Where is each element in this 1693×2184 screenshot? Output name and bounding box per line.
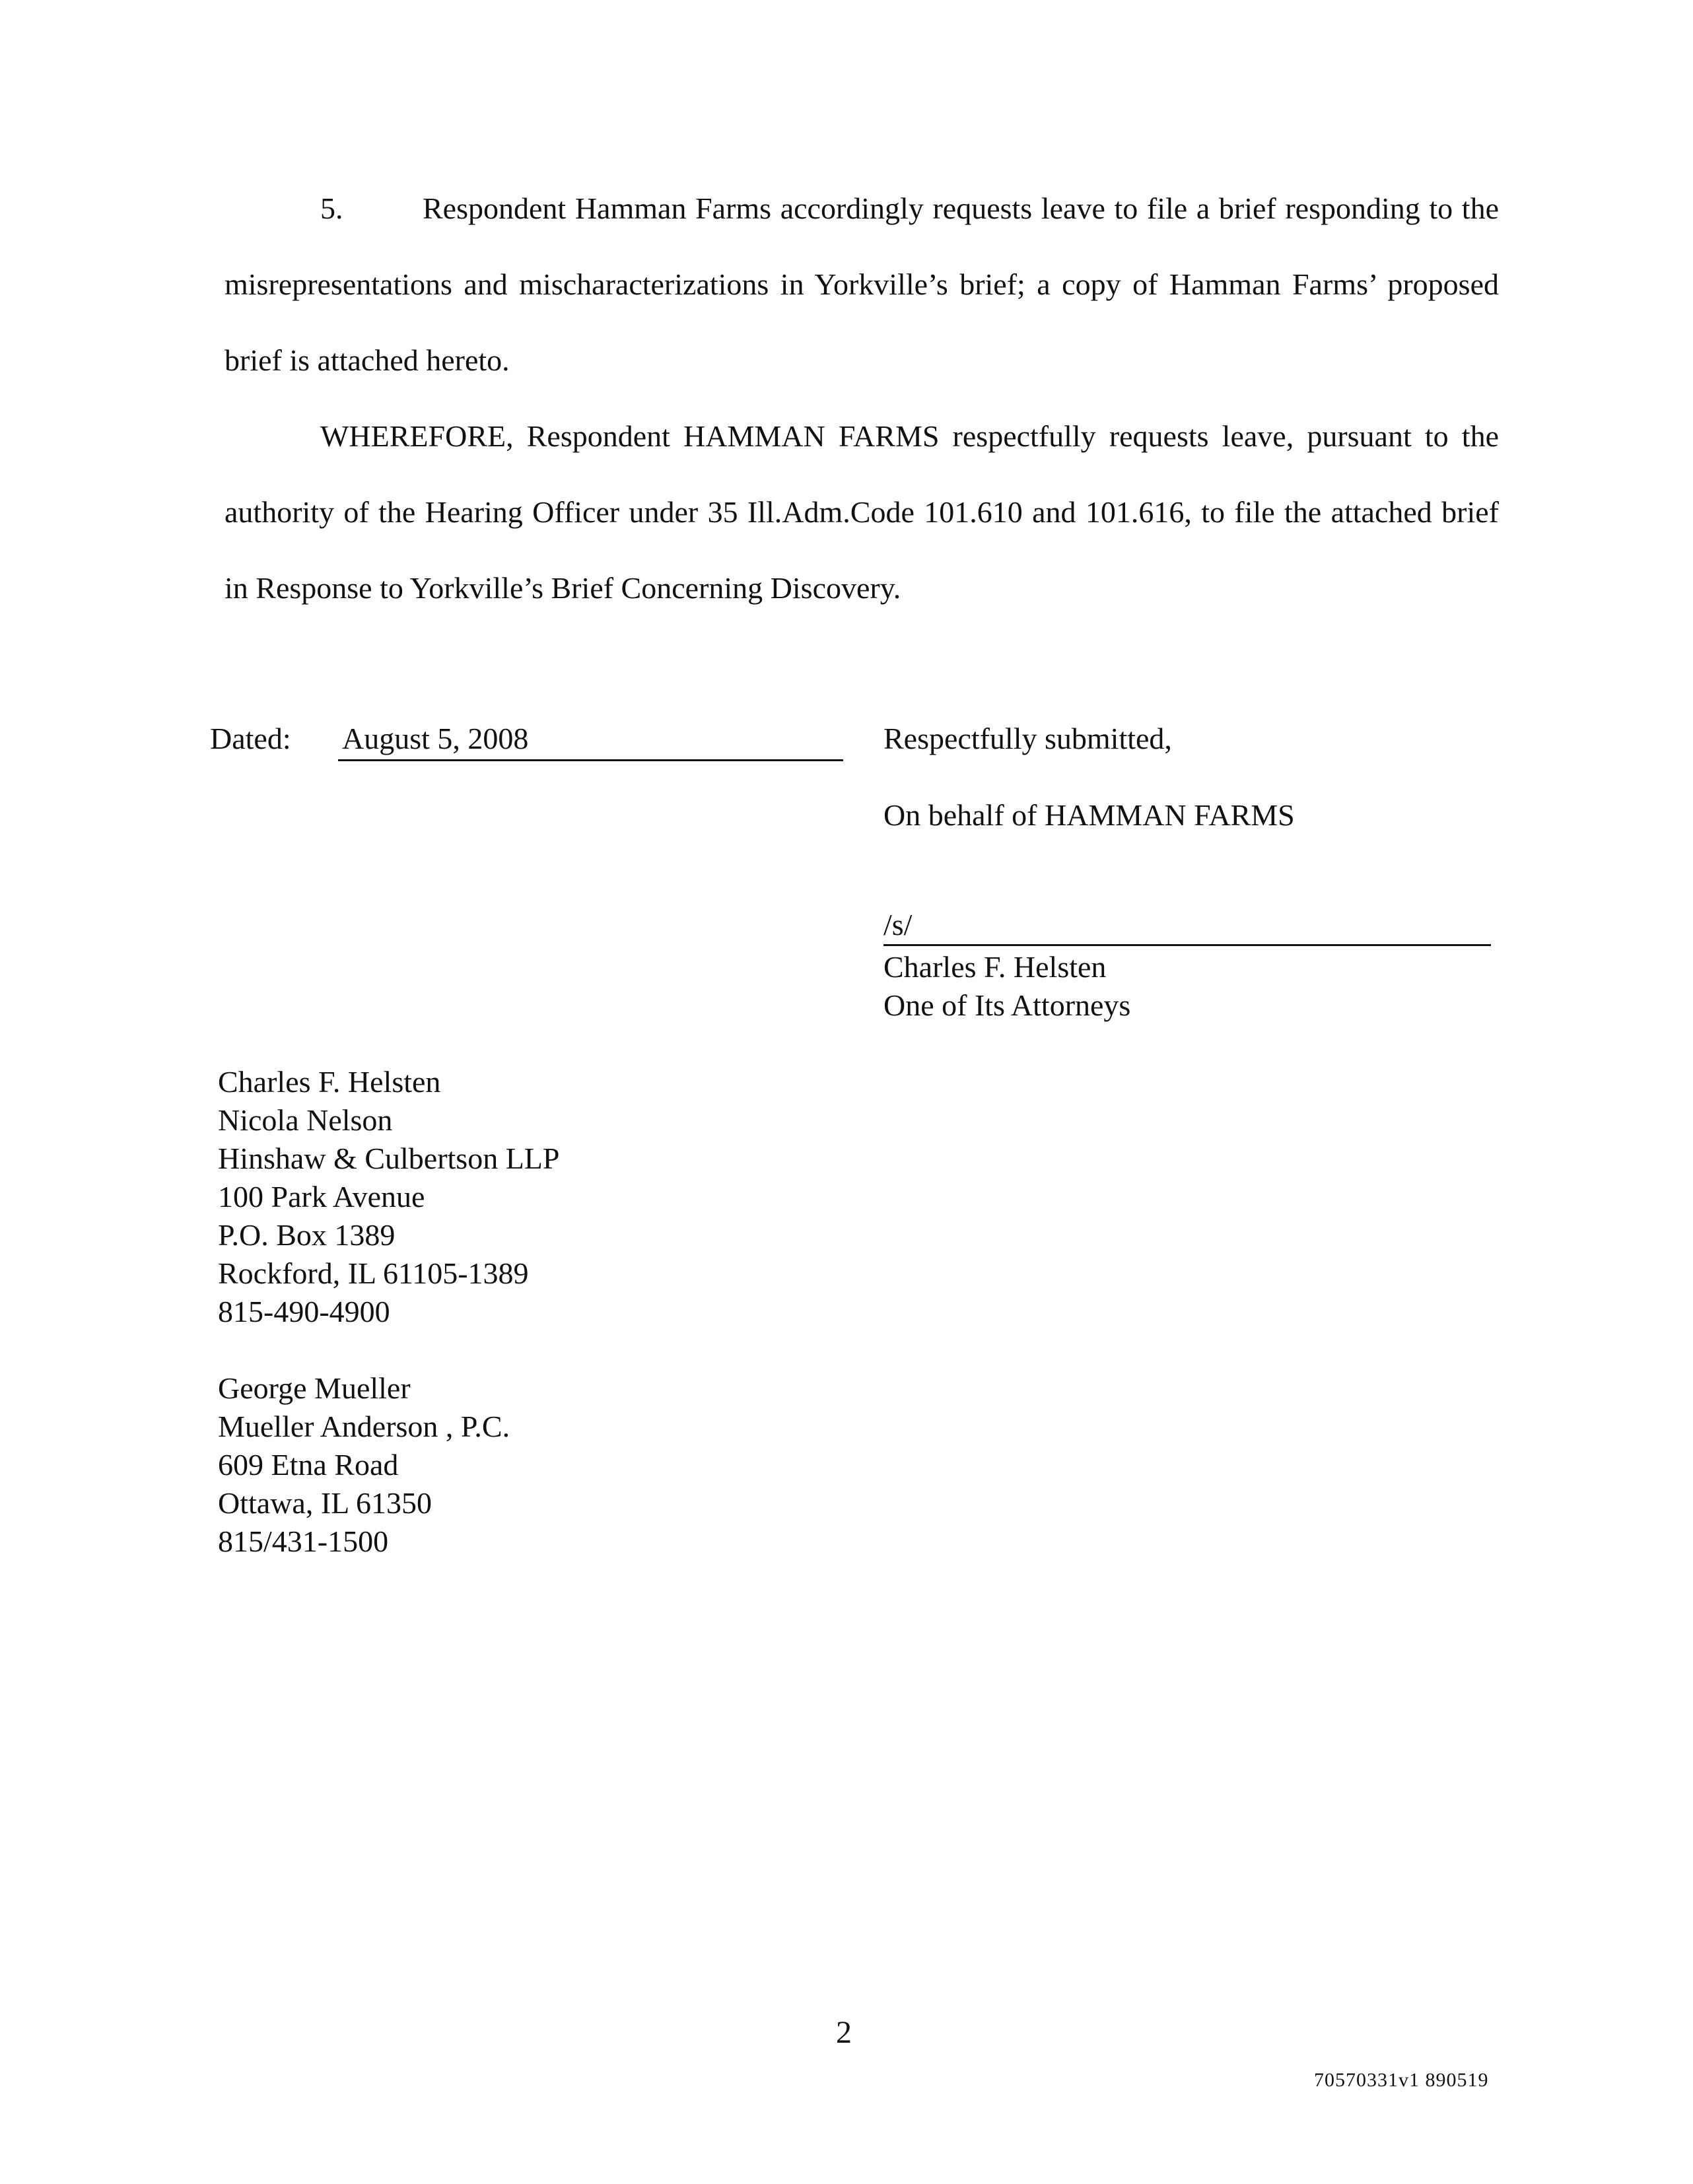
address-line: Hinshaw & Culbertson LLP [218, 1142, 560, 1175]
page-number: 2 [836, 2015, 852, 2050]
address-line: Ottawa, IL 61350 [218, 1486, 432, 1520]
closing-text: Respectfully submitted, [883, 722, 1172, 755]
paragraph-5-text: Respondent Hamman Farms accordingly requests leave to file a brief responding to the misrepresentations and mischaracterizations in Yorkville’s brief; a copy of Hamman Farms’ proposed brief is attached hereto. [225, 191, 1499, 377]
on-behalf-text: On behalf of HAMMAN FARMS [883, 798, 1295, 832]
counsel-block-mueller [218, 1369, 510, 1561]
dated-label: Dated: [210, 722, 291, 755]
signatory-name: Charles F. Helsten [883, 950, 1107, 984]
address-line: Charles F. Helsten [218, 1065, 441, 1099]
address-line: 815/431-1500 [218, 1524, 389, 1558]
address-line: 609 Etna Road [218, 1448, 399, 1482]
address-line: George Mueller [218, 1371, 411, 1405]
counsel-block-hinshaw [218, 1063, 559, 1331]
signature-line [883, 944, 1491, 946]
address-line: P.O. Box 1389 [218, 1218, 396, 1252]
signature-mark: /s/ [883, 908, 913, 941]
paragraph-number: 5. [320, 191, 343, 225]
signatory-title: One of Its Attorneys [883, 988, 1131, 1022]
wherefore-paragraph: WHEREFORE, Respondent HAMMAN FARMS respectfully requests leave, pursuant to the authority of the Hearing Officer under 35 Ill.Adm.Code 101.610 and 101.616, to file the attached brief in Response to Yorkville’s Brief Concerning Discovery. [225, 419, 1499, 605]
dated-underline [338, 759, 843, 761]
address-line: Nicola Nelson [218, 1103, 393, 1137]
address-line: Rockford, IL 61105-1389 [218, 1256, 529, 1290]
dated-value: August 5, 2008 [342, 722, 529, 755]
address-line: 815-490-4900 [218, 1295, 390, 1328]
document-id: 70570331v1 890519 [1314, 2069, 1489, 2091]
paragraph-5 [225, 170, 1499, 398]
address-line: 100 Park Avenue [218, 1180, 425, 1213]
address-line: Mueller Anderson , P.C. [218, 1410, 510, 1443]
